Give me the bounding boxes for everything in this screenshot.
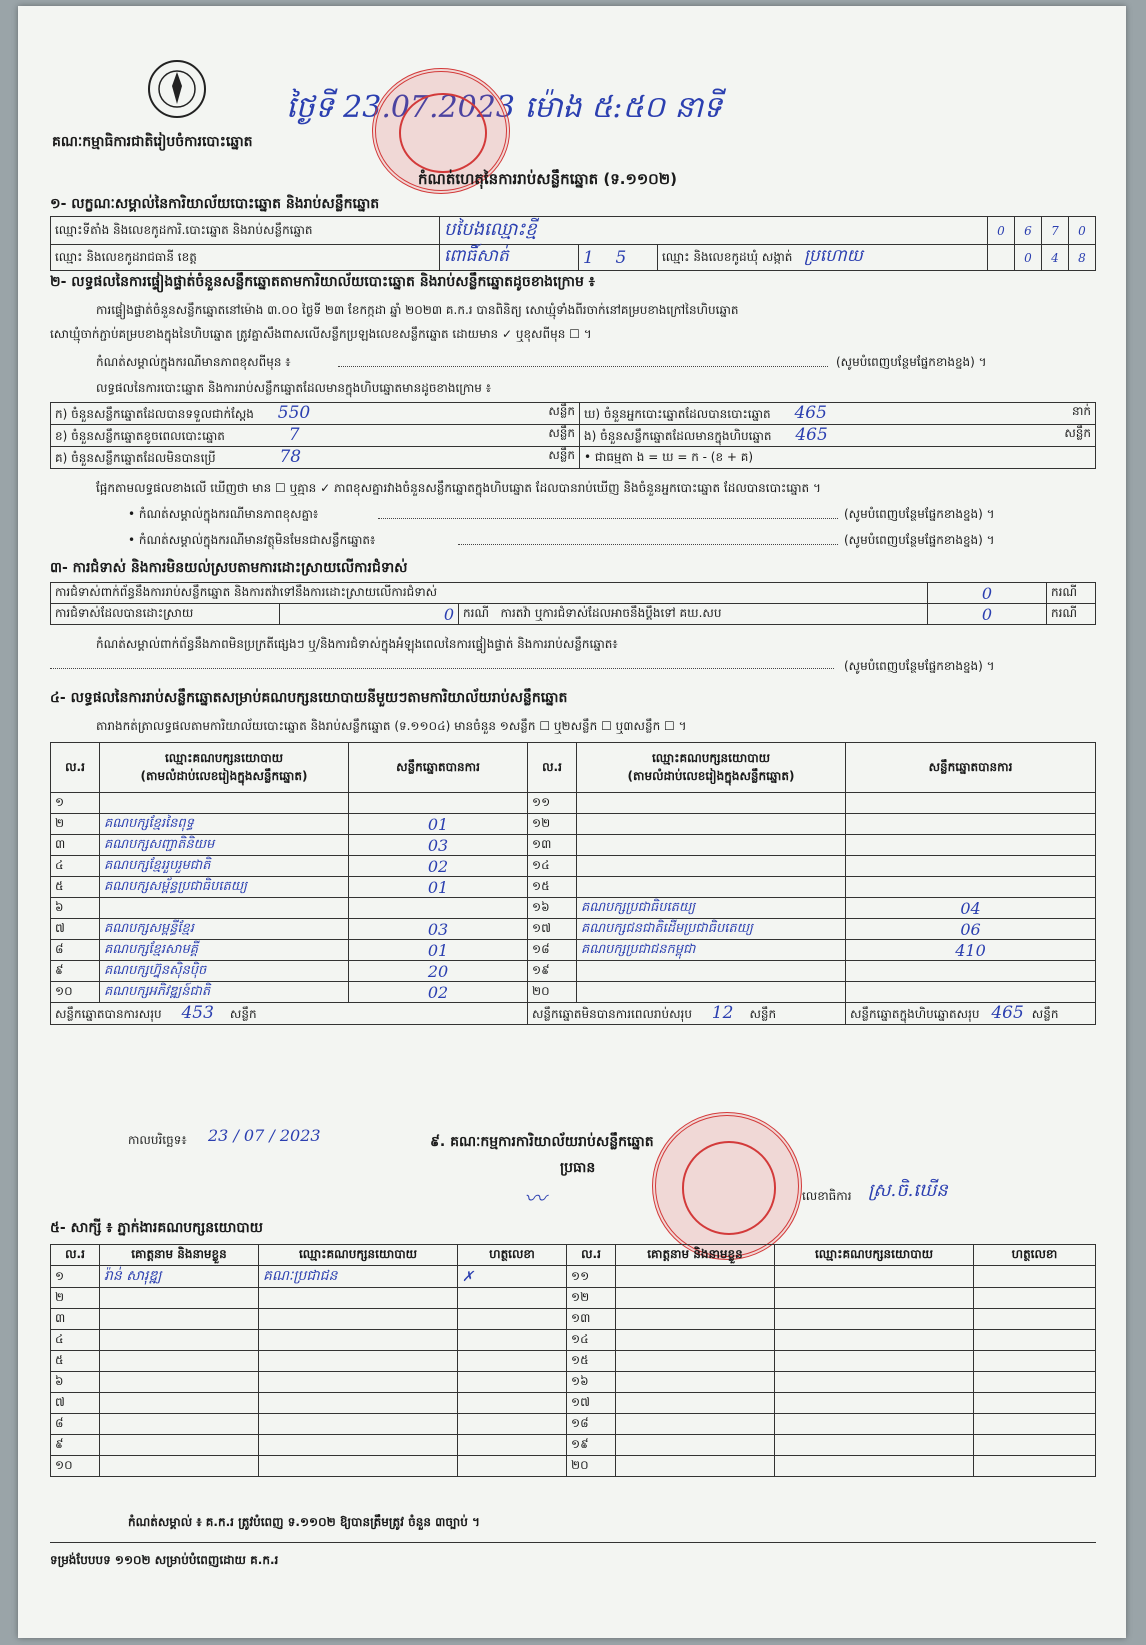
result-row <box>51 814 1096 835</box>
witness-sign <box>974 1372 1096 1393</box>
result-votes <box>846 877 1096 898</box>
witness-name <box>100 1435 259 1456</box>
form-footer: ទម្រង់បែបបទ ១១០២ សម្រាប់បំពេញដោយ គ.ក.រ <box>50 1553 279 1567</box>
foreign-object-note-hint: (សូមបំពេញបន្ថែមផ្នែកខាងខ្នង) ។ <box>844 533 995 547</box>
result-party <box>577 814 846 835</box>
result-row <box>51 982 1096 1003</box>
witness-table <box>50 1244 1096 1477</box>
witness-row <box>51 1309 1096 1330</box>
witness-party <box>775 1456 974 1477</box>
witness-sign <box>458 1435 567 1456</box>
chair-signature: 〰︎ <box>524 1187 547 1212</box>
appeal-value: 0 <box>928 604 1047 625</box>
result-party: គណបក្សសម្ពន្ធីខ្មែរ <box>100 919 349 940</box>
result-no: ៦ <box>51 898 100 919</box>
section4-sub: តារាងកត់ត្រាលទ្ធផលតាមការិយាល័យបោះឆ្នោត និងរាប់សន្លឹកឆ្នោត (ទ.១១០៤) មានចំនួន ១សន្លឹក ☐ ឬ២សន្លឹក ☐ ឬ៣សន្លឹក ☐ ។ <box>96 719 687 733</box>
result-no: ៩ <box>51 961 100 982</box>
result-row <box>51 919 1096 940</box>
foreign-object-note-line <box>458 544 838 545</box>
witness-name <box>100 1372 259 1393</box>
result-no: ១៦ <box>528 898 577 919</box>
total-box-value: 465 <box>991 1003 1024 1023</box>
witness-party <box>259 1372 458 1393</box>
total-valid-cell <box>51 1003 528 1025</box>
witness-sign <box>974 1330 1096 1351</box>
total-unit: សន្លឹក <box>229 1007 257 1021</box>
witness-name <box>616 1330 775 1351</box>
province-code <box>579 245 658 271</box>
result-party: គណបក្សអភិវឌ្ឍន៍ជាតិ <box>100 982 349 1003</box>
location-label: ឈ្មោះទីតាំង និងលេខកូដការិ.បោះឆ្នោត និងរាប់សន្លឹកឆ្នោត <box>51 217 440 245</box>
result-row <box>51 940 1096 961</box>
witness-name <box>100 1309 259 1330</box>
witness-no: ៣ <box>51 1309 100 1330</box>
witness-no: ១១ <box>567 1266 616 1288</box>
result-row <box>51 961 1096 982</box>
witness-party <box>775 1351 974 1372</box>
ballot-label: ក) ចំនួនសន្លឹកឆ្នោតដែលបានទទួលជាក់ស្តែង <box>55 407 254 421</box>
result-no: ១៧ <box>528 919 577 940</box>
formula-label: • ជាធម្មតា ង = ឃ = ក - (ខ + គ) <box>584 449 754 464</box>
witness-row <box>51 1288 1096 1309</box>
party-results-table <box>50 742 1096 1025</box>
witness-no: ២ <box>51 1288 100 1309</box>
ballot-value: 465 <box>794 403 827 423</box>
result-party <box>577 793 846 814</box>
witness-party <box>775 1288 974 1309</box>
ballot-label: គ) ចំនួនសន្លឹកឆ្នោតដែលមិនបានប្រើ <box>55 451 216 465</box>
witness-name <box>100 1351 259 1372</box>
total-valid-value: 453 <box>181 1003 214 1023</box>
witness-no: ១៩ <box>567 1435 616 1456</box>
result-party <box>577 835 846 856</box>
resolved-value: 0 <box>280 604 459 625</box>
witness-row <box>51 1456 1096 1477</box>
witness-row <box>51 1266 1096 1288</box>
total-invalid-value: 12 <box>711 1003 734 1023</box>
result-votes: 06 <box>846 919 1096 940</box>
witness-sign <box>458 1351 567 1372</box>
witness-name <box>616 1288 775 1309</box>
result-votes <box>349 793 528 814</box>
irregularity-note: កំណត់សម្គាល់ពាក់ព័ន្ធនឹងភាពមិនប្រក្រតីផ្សេងៗ ឬ/និងការជំទាស់ក្នុងអំឡុងពេលនៃការផ្ទៀងផ្ទាត់ និងការរាប់សន្លឹកឆ្នោត៖ <box>96 637 618 651</box>
result-party: គណបក្សខ្មែរសាមគ្គី <box>100 940 349 961</box>
location-code-digit: 0 <box>988 217 1015 245</box>
result-no: ១៨ <box>528 940 577 961</box>
section4-title: ៤- លទ្ធផលនៃការរាប់សន្លឹកឆ្នោតសម្រាប់គណបក្សនយោបាយនីមួយៗតាមការិយាល័យរាប់សន្លឹកឆ្នោត <box>50 690 568 706</box>
col-name: គោត្តនាម និងនាមខ្លួន <box>616 1245 775 1266</box>
total-box-cell <box>846 1003 1096 1025</box>
location-code-digit: 6 <box>1015 217 1042 245</box>
committee-label: ៩. គណៈកម្មការការិយាល័យរាប់សន្លឹកឆ្នោត <box>430 1134 654 1150</box>
commune-value: ប្រហោយ <box>803 246 863 266</box>
secretary-label: លេខាធិការ <box>802 1189 852 1203</box>
ballot-unit: នាក់ <box>1071 404 1091 418</box>
ballot-count-row <box>51 403 1096 425</box>
footer-rule <box>50 1542 1096 1543</box>
result-no: ៨ <box>51 940 100 961</box>
result-party: គណបក្សហ្វ៊ុនស៊ិនប៉ិច <box>100 961 349 982</box>
ballot-left-cell <box>51 425 580 447</box>
ballot-value: 7 <box>288 425 300 445</box>
ballot-value: 78 <box>279 447 302 467</box>
ballot-count-row <box>51 425 1096 447</box>
date-label: កាលបរិច្ឆេទ៖ <box>128 1133 187 1147</box>
difference-note-line <box>378 518 838 519</box>
result-no: ៥ <box>51 877 100 898</box>
witness-no: ៤ <box>51 1330 100 1351</box>
result-votes: 03 <box>349 835 528 856</box>
compare-text: ផ្អែកតាមលទ្ធផលខាងលើ ឃើញថា មាន ☐ ឬគ្មាន ✓ ភាពខុសគ្នារវាងចំនួនសន្លឹកឆ្នោតក្នុងហិបឆ្នោត ដែលបានរាប់ឃើញ និងចំនួនអ្នកបោះឆ្នោត ដែលបានបោះឆ្នោត ។ <box>96 481 821 495</box>
col-sign: ហត្ថលេខា <box>974 1245 1096 1266</box>
ballot-label: ង) ចំនួនសន្លឹកឆ្នោតដែលមានក្នុងហិបឆ្នោត <box>584 429 772 443</box>
witness-name <box>616 1435 775 1456</box>
commune-code-digit: 0 <box>1015 245 1042 271</box>
witness-party <box>775 1372 974 1393</box>
witness-sign <box>974 1456 1096 1477</box>
col-votes: សន្លឹកឆ្នោតបានការ <box>349 743 528 793</box>
result-no: ១៣ <box>528 835 577 856</box>
commune-code-digit: 8 <box>1069 245 1096 271</box>
section1-title: ១- លក្ខណៈសម្គាល់នៃការិយាល័យបោះឆ្នោត និងរាប់សន្លឹកឆ្នោត <box>50 196 380 212</box>
commune-code-spacer <box>988 245 1015 271</box>
complaint-value: 0 <box>928 583 1047 604</box>
witness-name <box>616 1266 775 1288</box>
witness-party <box>259 1330 458 1351</box>
ballot-label: ឃ) ចំនួនអ្នកបោះឆ្នោតដែលបានបោះឆ្នោត <box>584 407 771 421</box>
result-party: គណបក្សសម្ព័ន្ធប្រជាធិបតេយ្យ <box>100 877 349 898</box>
ballot-label: ខ) ចំនួនសន្លឹកឆ្នោតខូចពេលបោះឆ្នោត <box>55 429 225 443</box>
result-votes: 02 <box>349 982 528 1003</box>
result-no: ២០ <box>528 982 577 1003</box>
location-table <box>50 216 1096 271</box>
witness-no: ៥ <box>51 1351 100 1372</box>
location-code-digit: 0 <box>1069 217 1096 245</box>
witness-name <box>616 1456 775 1477</box>
witness-row <box>51 1330 1096 1351</box>
ballot-left-cell <box>51 403 580 425</box>
witness-party <box>259 1456 458 1477</box>
result-party <box>100 793 349 814</box>
result-votes: 03 <box>349 919 528 940</box>
result-party: គណបក្សប្រជាធិបតេយ្យ <box>577 898 846 919</box>
col-party: ឈ្មោះគណបក្សនយោបាយ <box>775 1245 974 1266</box>
result-no: ១១ <box>528 793 577 814</box>
col-party: ឈ្មោះគណបក្សនយោបាយ <box>259 1245 458 1266</box>
witness-no: ១៨ <box>567 1414 616 1435</box>
ballot-unit: សន្លឹក <box>1064 426 1091 440</box>
col-no: ល.រ <box>567 1245 616 1266</box>
verification-para1: ការផ្ទៀងផ្ទាត់ចំនួនសន្លឹកឆ្នោតនៅម៉ោង ៣.០០ ថ្ងៃទី ២៣ ខែកក្កដា ឆ្នាំ ២០២៣ គ.ក.រ បានពិនិត្យ សោឃ្មុំទាំងពីរចាក់នៅគម្របខាងក្រៅនៃហិបឆ្នោត <box>96 303 739 317</box>
total-unit: សន្លឹក <box>749 1007 777 1021</box>
result-no: ៣ <box>51 835 100 856</box>
commune-cell <box>658 245 988 271</box>
national-emblem-icon <box>146 58 208 120</box>
result-no: ១០ <box>51 982 100 1003</box>
col-party-sub: (តាមលំដាប់លេខរៀងក្នុងសន្លឹកឆ្នោត) <box>627 768 795 783</box>
witness-name <box>100 1288 259 1309</box>
result-party: គណបក្សជនជាតិដើមប្រជាធិបតេយ្យ <box>577 919 846 940</box>
witness-name <box>616 1393 775 1414</box>
witness-row <box>51 1414 1096 1435</box>
difference-note: • កំណត់សម្គាល់ក្នុងករណីមានភាពខុសគ្នា៖ <box>128 507 319 521</box>
section3-title: ៣- ការជំទាស់ និងការមិនយល់ស្របតាមការដោះស្រាយលើការជំទាស់ <box>50 560 408 576</box>
witness-sign <box>974 1414 1096 1435</box>
section2-title: ២- លទ្ធផលនៃការផ្ទៀងផ្ទាត់ចំនួនសន្លឹកឆ្នោតតាមការិយាល័យបោះឆ្នោត និងរាប់សន្លឹកឆ្នោតដូចខាងក្រោម ៖ <box>50 274 595 290</box>
witness-party <box>259 1309 458 1330</box>
witness-no: ៦ <box>51 1372 100 1393</box>
total-invalid-label: សន្លឹកឆ្នោតមិនបានការពេលរាប់សរុប <box>532 1007 692 1021</box>
chair-label: ប្រធាន <box>560 1160 596 1176</box>
result-votes: 04 <box>846 898 1096 919</box>
footnote: កំណត់សម្គាល់ ៖ គ.ក.រ ត្រូវបំពេញ ទ.១១០២ ឱ្យបានត្រឹមត្រូវ ចំនួន ៣ច្បាប់ ។ <box>128 1515 480 1529</box>
section5-title: ៥- សាក្សី ៖ ភ្នាក់ងារគណបក្សនយោបាយ <box>50 1220 264 1236</box>
resolved-unit: ករណី <box>463 606 490 620</box>
result-votes: 410 <box>846 940 1096 961</box>
resolved-label: ការជំទាស់ដែលបានដោះស្រាយ <box>51 604 280 625</box>
witness-sign <box>458 1414 567 1435</box>
witness-party <box>775 1330 974 1351</box>
ballot-unit: សន្លឹក <box>548 404 575 418</box>
col-party <box>577 743 846 793</box>
witness-party <box>259 1435 458 1456</box>
ballot-left-cell <box>51 447 580 469</box>
result-no: ១ <box>51 793 100 814</box>
witness-sign <box>458 1456 567 1477</box>
witness-row <box>51 1351 1096 1372</box>
result-row <box>51 877 1096 898</box>
commune-label: ឈ្មោះ និងលេខកូដឃុំ សង្កាត់ <box>662 250 793 264</box>
result-intro: លទ្ធផលនៃការបោះឆ្នោត និងការរាប់សន្លឹកឆ្នោតដែលមានក្នុងហិបឆ្នោតមានដូចខាងក្រោម ៖ <box>96 381 491 395</box>
witness-party <box>259 1414 458 1435</box>
result-votes <box>846 856 1096 877</box>
result-party: គណបក្សខ្មែរនៃពុទ្ធ <box>100 814 349 835</box>
total-unit: សន្លឹក <box>1031 1007 1059 1021</box>
appeal-label: ការតវ៉ា ឬការជំទាស់ដែលអាចនឹងប្តឹងទៅ គឃ.សប <box>500 606 722 620</box>
ballot-right-cell <box>580 403 1096 425</box>
total-box-label: សន្លឹកឆ្នោតក្នុងហិបឆ្នោតសរុប <box>850 1007 980 1021</box>
result-votes <box>349 898 528 919</box>
province-code-digit: 5 <box>615 247 627 268</box>
witness-no: ១ <box>51 1266 100 1288</box>
ballot-value: 465 <box>795 425 828 445</box>
result-no: ២ <box>51 814 100 835</box>
witness-name <box>100 1456 259 1477</box>
col-no: ល.រ <box>51 743 100 793</box>
result-party <box>577 961 846 982</box>
witness-name: រ៉ាន់ សារុឌ្ឍ <box>100 1266 259 1288</box>
result-row <box>51 793 1096 814</box>
result-votes: 20 <box>349 961 528 982</box>
witness-name <box>616 1351 775 1372</box>
witness-no: ១២ <box>567 1288 616 1309</box>
col-party <box>100 743 349 793</box>
foreign-object-note: • កំណត់សម្គាល់ក្នុងករណីមានវត្ថុមិនមែនជាសន្លឹកឆ្នោត៖ <box>128 533 376 547</box>
col-votes: សន្លឹកឆ្នោតបានការ <box>846 743 1096 793</box>
col-name: គោត្តនាម និងនាមខ្លួន <box>100 1245 259 1266</box>
witness-sign <box>458 1330 567 1351</box>
result-no: ១៤ <box>528 856 577 877</box>
location-value: បបៃងឈ្មោះខ្មី <box>440 217 988 245</box>
result-row <box>51 898 1096 919</box>
witness-no: ១៤ <box>567 1330 616 1351</box>
result-party: គណបក្សប្រជាជនកម្ពុជា <box>577 940 846 961</box>
witness-party: គណៈប្រជាជន <box>259 1266 458 1288</box>
irregularity-hint: (សូមបំពេញបន្ថែមផ្នែកខាងខ្នង) ។ <box>844 659 995 673</box>
witness-party <box>259 1351 458 1372</box>
result-votes: 01 <box>349 877 528 898</box>
result-votes <box>846 835 1096 856</box>
witness-sign: ✗ <box>458 1266 567 1288</box>
total-invalid-cell <box>528 1003 846 1025</box>
committee-name: គណៈកម្មាធិការជាតិរៀបចំការបោះឆ្នោត <box>52 134 253 150</box>
witness-sign <box>458 1393 567 1414</box>
result-no: ៤ <box>51 856 100 877</box>
witness-sign <box>974 1351 1096 1372</box>
result-votes: 01 <box>349 814 528 835</box>
appeal-cell <box>459 604 928 625</box>
witness-no: ២០ <box>567 1456 616 1477</box>
witness-sign <box>974 1393 1096 1414</box>
witness-party <box>775 1266 974 1288</box>
witness-party <box>259 1393 458 1414</box>
complaint-table <box>50 582 1096 625</box>
witness-name <box>616 1372 775 1393</box>
result-party: គណបក្សខ្មែររួបរួមជាតិ <box>100 856 349 877</box>
witness-name <box>100 1414 259 1435</box>
col-party-label: ឈ្មោះគណបក្សនយោបាយ <box>651 750 771 765</box>
result-no: ៧ <box>51 919 100 940</box>
col-no: ល.រ <box>51 1245 100 1266</box>
ballot-unit: សន្លឹក <box>548 426 575 440</box>
result-row <box>51 835 1096 856</box>
witness-sign <box>974 1435 1096 1456</box>
complaint-label: ការជំទាស់ពាក់ព័ន្ធនឹងការរាប់សន្លឹកឆ្នោត និងការតវ៉ាទៅនឹងការដោះស្រាយលើការជំទាស់ <box>51 583 928 604</box>
col-party-label: ឈ្មោះគណបក្សនយោបាយ <box>164 750 284 765</box>
witness-row <box>51 1393 1096 1414</box>
witness-no: ១៥ <box>567 1351 616 1372</box>
witness-name <box>616 1309 775 1330</box>
result-votes: 02 <box>349 856 528 877</box>
result-votes: 01 <box>349 940 528 961</box>
official-stamp-bottom <box>652 1112 802 1260</box>
result-votes <box>846 793 1096 814</box>
ballot-count-table <box>50 402 1096 469</box>
result-party <box>577 856 846 877</box>
special-note-hint: (សូមបំពេញបន្ថែមផ្នែកខាងខ្នង) ។ <box>836 355 987 369</box>
col-party-sub: (តាមលំដាប់លេខរៀងក្នុងសន្លឹកឆ្នោត) <box>140 768 308 783</box>
witness-no: ១០ <box>51 1456 100 1477</box>
secretary-signature: ស្រ.ចិ.ឃើន <box>868 1180 948 1201</box>
witness-no: ៩ <box>51 1435 100 1456</box>
result-party <box>577 877 846 898</box>
special-note-label: កំណត់សម្គាល់ក្នុងករណីមានភាពខុសពីមុន ៖ <box>96 355 291 369</box>
appeal-unit: ករណី <box>1047 604 1096 625</box>
witness-no: ១៧ <box>567 1393 616 1414</box>
result-row <box>51 856 1096 877</box>
ballot-right-cell <box>580 425 1096 447</box>
province-value: ពោធិ៍សាត់ <box>440 245 579 271</box>
province-label: ឈ្មោះ និងលេខកូដរាជធានី ខេត្ត <box>51 245 440 271</box>
result-votes <box>846 982 1096 1003</box>
witness-sign <box>974 1266 1096 1288</box>
result-party <box>577 982 846 1003</box>
result-no: ១២ <box>528 814 577 835</box>
witness-no: ៨ <box>51 1414 100 1435</box>
witness-sign <box>974 1309 1096 1330</box>
witness-party <box>775 1435 974 1456</box>
handwritten-date: ថ្ងៃទី 23.07.2023 ម៉ោង ៥:៥០ នាទី <box>286 90 723 125</box>
ballot-unit: សន្លឹក <box>548 448 575 462</box>
form-title: កំណត់ហេតុនៃការរាប់សន្លឹកឆ្នោត (ទ.១១០២) <box>418 170 678 188</box>
result-votes <box>846 961 1096 982</box>
ballot-value: 550 <box>277 403 311 423</box>
difference-note-hint: (សូមបំពេញបន្ថែមផ្នែកខាងខ្នង) ។ <box>844 507 995 521</box>
witness-sign <box>458 1309 567 1330</box>
witness-party <box>259 1288 458 1309</box>
commune-code-digit: 4 <box>1042 245 1069 271</box>
ballot-count-row <box>51 447 1096 469</box>
result-no: ១៥ <box>528 877 577 898</box>
witness-sign <box>458 1288 567 1309</box>
ballot-right-cell <box>580 447 1096 469</box>
witness-party <box>775 1309 974 1330</box>
special-note-line <box>338 366 828 367</box>
verification-para2: សោឃ្មុំចាក់ភ្ជាប់គម្របខាងក្នុងនៃហិបឆ្នោត ត្រូវគ្នាសឹងពាសលើសន្លឹកប្រឡងលេខសន្លឹកឆ្នោត ដោយមាន ✓ ឬខុសពីមុន ☐ ។ <box>50 327 592 341</box>
result-votes <box>846 814 1096 835</box>
witness-no: ១៦ <box>567 1372 616 1393</box>
complaint-unit: ករណី <box>1047 583 1096 604</box>
result-party: គណបក្សសញ្ជាតិនិយម <box>100 835 349 856</box>
witness-name <box>616 1414 775 1435</box>
witness-row <box>51 1435 1096 1456</box>
location-code-digit: 7 <box>1042 217 1069 245</box>
col-no: ល.រ <box>528 743 577 793</box>
total-valid-label: សន្លឹកឆ្នោតបានការសរុប <box>55 1007 162 1021</box>
province-code-digit: 1 <box>583 247 594 268</box>
witness-no: ៧ <box>51 1393 100 1414</box>
witness-party <box>775 1393 974 1414</box>
witness-sign <box>458 1372 567 1393</box>
date-value: 23 / 07 / 2023 <box>208 1126 321 1145</box>
witness-row <box>51 1372 1096 1393</box>
irregularity-line <box>50 668 834 669</box>
form-paper <box>18 6 1126 1638</box>
col-sign: ហត្ថលេខា <box>458 1245 567 1266</box>
witness-no: ១៣ <box>567 1309 616 1330</box>
witness-party <box>775 1414 974 1435</box>
witness-sign <box>974 1288 1096 1309</box>
witness-name <box>100 1393 259 1414</box>
witness-name <box>100 1330 259 1351</box>
result-party <box>100 898 349 919</box>
result-no: ១៩ <box>528 961 577 982</box>
